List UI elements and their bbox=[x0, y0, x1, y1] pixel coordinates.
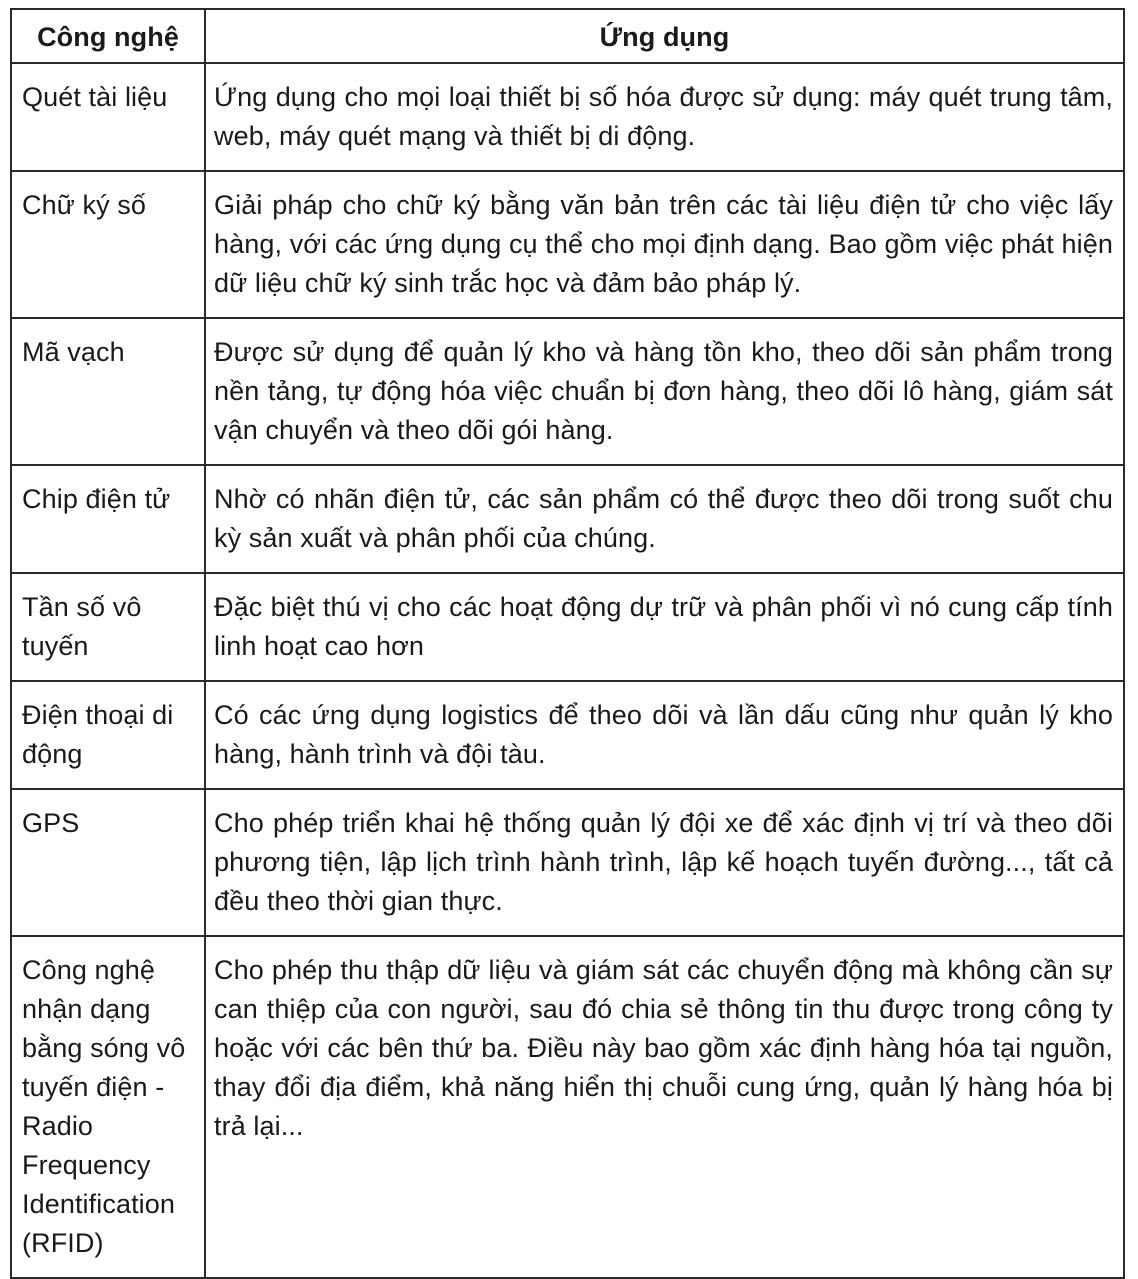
application-cell: Cho phép triển khai hệ thống quản lý đội xe để xác định vị trí và theo dõi phương tiện, lập lịch trình hành trình, lập kế hoạch tuyến đường..., tất cả đều theo thời gian thực. bbox=[205, 789, 1124, 936]
technology-cell: Mã vạch bbox=[11, 318, 205, 465]
header-application: Ứng dụng bbox=[205, 9, 1124, 63]
header-technology: Công nghệ bbox=[11, 9, 205, 63]
technology-cell: Chữ ký số bbox=[11, 171, 205, 318]
application-cell: Cho phép thu thập dữ liệu và giám sát các chuyển động mà không cần sự can thiệp của con người, sau đó chia sẻ thông tin thu được trong công ty hoặc với các bên thứ ba. Điều này bao gồm xác định hàng hóa tại nguồn, thay đổi địa điểm, khả năng hiển thị chuỗi cung ứng, quản lý hàng hóa bị trả lại... bbox=[205, 936, 1124, 1278]
table-row bbox=[11, 465, 1124, 573]
application-cell: Có các ứng dụng logistics để theo dõi và lần dấu cũng như quản lý kho hàng, hành trình và đội tàu. bbox=[205, 681, 1124, 789]
table-row bbox=[11, 171, 1124, 318]
technology-cell: Tần số vô tuyến bbox=[11, 573, 205, 681]
technology-table bbox=[10, 8, 1125, 1279]
table-row bbox=[11, 318, 1124, 465]
technology-cell: Công nghệ nhận dạng bằng sóng vô tuyến điện - Radio Frequency Identification (RFID) bbox=[11, 936, 205, 1278]
application-cell: Giải pháp cho chữ ký bằng văn bản trên các tài liệu điện tử cho việc lấy hàng, với các ứng dụng cụ thể cho mọi định dạng. Bao gồm việc phát hiện dữ liệu chữ ký sinh trắc học và đảm bảo pháp lý. bbox=[205, 171, 1124, 318]
technology-cell: Điện thoại di động bbox=[11, 681, 205, 789]
header-row bbox=[11, 9, 1124, 63]
table-row bbox=[11, 681, 1124, 789]
application-cell: Được sử dụng để quản lý kho và hàng tồn kho, theo dõi sản phẩm trong nền tảng, tự động hóa việc chuẩn bị đơn hàng, theo dõi lô hàng, giám sát vận chuyển và theo dõi gói hàng. bbox=[205, 318, 1124, 465]
table-row bbox=[11, 573, 1124, 681]
technology-cell: Quét tài liệu bbox=[11, 63, 205, 171]
technology-cell: GPS bbox=[11, 789, 205, 936]
technology-cell: Chip điện tử bbox=[11, 465, 205, 573]
table-row bbox=[11, 63, 1124, 171]
application-cell: Nhờ có nhãn điện tử, các sản phẩm có thể được theo dõi trong suốt chu kỳ sản xuất và phân phối của chúng. bbox=[205, 465, 1124, 573]
application-cell: Đặc biệt thú vị cho các hoạt động dự trữ và phân phối vì nó cung cấp tính linh hoạt cao hơn bbox=[205, 573, 1124, 681]
table-row bbox=[11, 936, 1124, 1278]
table-row bbox=[11, 789, 1124, 936]
application-cell: Ứng dụng cho mọi loại thiết bị số hóa được sử dụng: máy quét trung tâm, web, máy quét mạng và thiết bị di động. bbox=[205, 63, 1124, 171]
